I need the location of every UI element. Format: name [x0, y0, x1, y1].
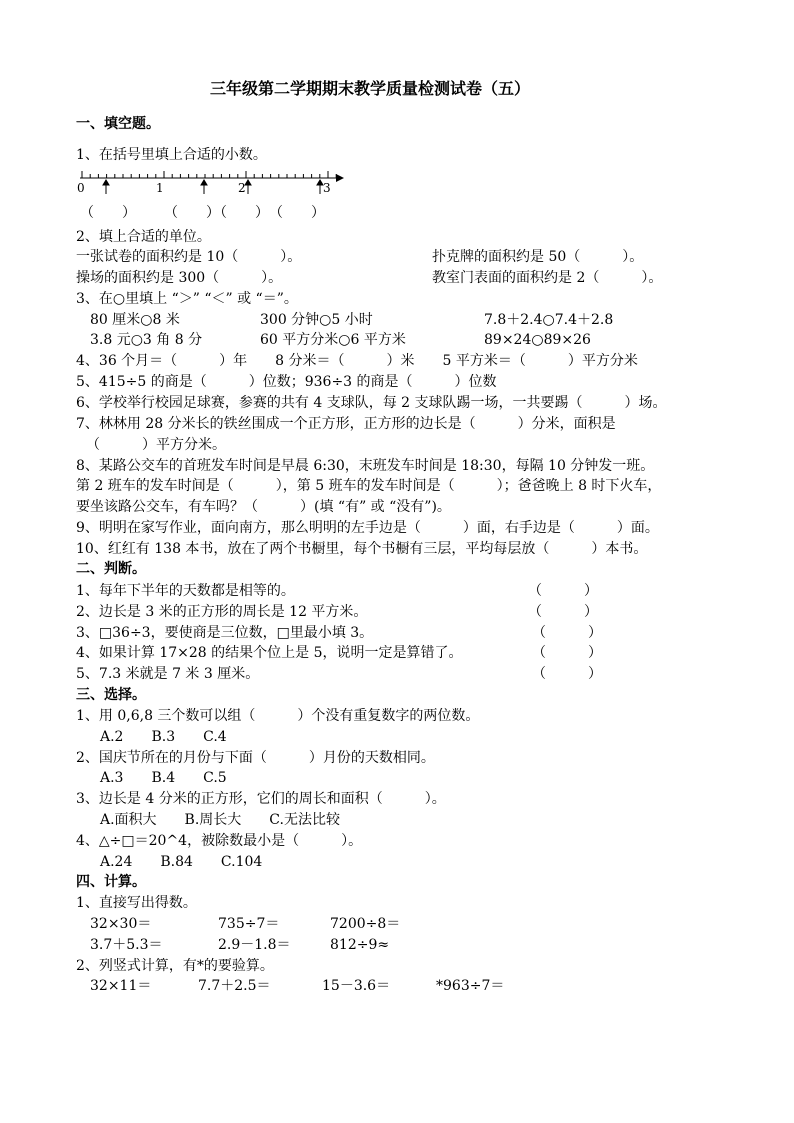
- question-1-2-a: 一张试卷的面积约是 10（ ）。: [76, 249, 302, 265]
- judgment-answer-1: （ ）: [528, 583, 598, 599]
- question-1-10: 10、红红有 138 本书，放在了两个书橱里，每个书橱有三层，平均每层放（ ）本书。: [76, 541, 648, 557]
- question-1-2-b: 扑克牌的面积约是 50（ ）。: [432, 249, 644, 265]
- choice-question-3: 3、边长是 4 分米的正方形，它们的周长和面积（ ）。: [76, 791, 446, 807]
- calc-item: 7200÷8＝: [330, 916, 401, 932]
- calc-item: *963÷7＝: [436, 978, 505, 994]
- question-1-3-a: 80 厘米○8 米: [90, 312, 180, 328]
- question-1-3-c: 7.8＋2.4○7.4＋2.8: [484, 312, 614, 328]
- question-1-3-d: 3.8 元○3 角 8 分: [90, 332, 203, 348]
- question-1-7-line-2: （ ）平方分米。: [86, 437, 226, 453]
- calc-item: 15－3.6＝: [322, 978, 391, 994]
- choice-question-2: 2、国庆节所在的月份与下面（ ）月份的天数相同。: [76, 750, 435, 766]
- calc-question-1: 1、直接写出得数。: [76, 895, 197, 911]
- number-line: [76, 166, 346, 200]
- question-1-3-f: 89×24○89×26: [484, 332, 591, 348]
- number-line-label-1: 1: [156, 181, 164, 195]
- calc-item: 735÷7＝: [218, 916, 280, 932]
- calc-item: 2.9－1.8＝: [218, 937, 291, 953]
- question-1-8-line-3: 要坐该路公交车，有车吗？（ ）(填 “有” 或 “没有”)。: [76, 499, 451, 515]
- number-line-label-3: 3: [323, 181, 331, 195]
- calc-item: 32×11＝: [90, 978, 152, 994]
- section-heading-calculation: 四、计算。: [76, 874, 146, 890]
- calc-item: 812÷9≈: [330, 937, 390, 953]
- choice-options-4: A.24 B.84 C.104: [100, 854, 263, 870]
- judgment-item-4: 4、如果计算 17×28 的结果个位上是 5，说明一定是算错了。: [76, 645, 463, 661]
- section-heading-choice: 三、选择。: [76, 687, 146, 703]
- number-line-pointers: [103, 180, 323, 194]
- judgment-answer-3: （ ）: [532, 625, 602, 641]
- choice-options-1: A.2 B.3 C.4: [100, 729, 227, 745]
- judgment-answer-4: （ ）: [532, 645, 602, 661]
- question-1-5: 5、415÷5 的商是（ ）位数；936÷3 的商是（ ）位数: [76, 374, 497, 390]
- calc-item: 3.7＋5.3＝: [90, 937, 163, 953]
- question-1-2-c: 操场的面积约是 300（ ）。: [76, 270, 283, 286]
- section-heading-judgment: 二、判断。: [76, 561, 146, 577]
- judgment-item-1: 1、每年下半年的天数都是相等的。: [76, 583, 295, 599]
- question-1-3-b: 300 分钟○5 小时: [260, 312, 373, 328]
- choice-options-3: A.面积大 B.周长大 C.无法比较: [100, 812, 340, 828]
- question-1-6: 6、学校举行校园足球赛，参赛的共有 4 支球队，每 2 支球队踢一场，一共要踢（ ）场。: [76, 395, 667, 411]
- calc-question-2: 2、列竖式计算，有*的要验算。: [76, 958, 274, 974]
- question-1-9: 9、明明在家写作业，面向南方，那么明明的左手边是（ ）面，右手边是（ ）面。: [76, 520, 659, 536]
- judgment-item-3: 3、□36÷3，要使商是三位数，□里最小填 3。: [76, 625, 374, 641]
- judgment-item-2: 2、边长是 3 米的正方形的周长是 12 平方米。: [76, 604, 368, 620]
- question-1-8-line-2: 第 2 班车的发车时间是（ ），第 5 班车的发车时间是（ ）；爸爸晚上 8 时下火车，: [76, 478, 662, 494]
- question-1-7-line-1: 7、林林用 28 分米长的铁丝围成一个正方形，正方形的边长是（ ）分米，面积是: [76, 416, 616, 432]
- question-1-2-d: 教室门表面的面积约是 2（ ）。: [432, 270, 663, 286]
- question-1-3-e: 60 平方分米○6 平方米: [260, 332, 406, 348]
- judgment-answer-5: （ ）: [532, 666, 602, 682]
- number-line-answer-blanks: （ ） （ ）（ ） （ ）: [80, 205, 325, 221]
- question-1-4: 4、36 个月＝（ ）年 8 分米＝（ ）米 5 平方米＝（ ）平方分米: [76, 353, 638, 369]
- choice-question-1: 1、用 0,6,8 三个数可以组（ ）个没有重复数字的两位数。: [76, 708, 480, 724]
- section-heading-fill-in: 一、填空题。: [76, 116, 160, 132]
- judgment-item-5: 5、7.3 米就是 7 米 3 厘米。: [76, 666, 260, 682]
- calc-item: 7.7＋2.5＝: [198, 978, 271, 994]
- question-1-2: 2、填上合适的单位。: [76, 229, 211, 245]
- choice-question-4: 4、△÷□＝20^4，被除数最小是（ ）。: [76, 833, 363, 849]
- calc-item: 32×30＝: [90, 916, 152, 932]
- judgment-answer-2: （ ）: [528, 604, 598, 620]
- number-line-arrow: [336, 174, 344, 182]
- question-1-3: 3、在○里填上 “＞” “＜” 或 “＝”。: [76, 291, 298, 307]
- number-line-ticks: [82, 171, 336, 178]
- choice-options-2: A.3 B.4 C.5: [100, 770, 227, 786]
- question-1-1: 1、在括号里填上合适的小数。: [76, 147, 267, 163]
- page-title: 三年级第二学期期末教学质量检测试卷（五）: [210, 79, 531, 98]
- number-line-label-0: 0: [77, 181, 85, 195]
- question-1-8-line-1: 8、某路公交车的首班发车时间是早晨 6:30，末班发车时间是 18:30，每隔 10 分钟发一班。: [76, 458, 655, 474]
- number-line-label-2: 2: [238, 181, 246, 195]
